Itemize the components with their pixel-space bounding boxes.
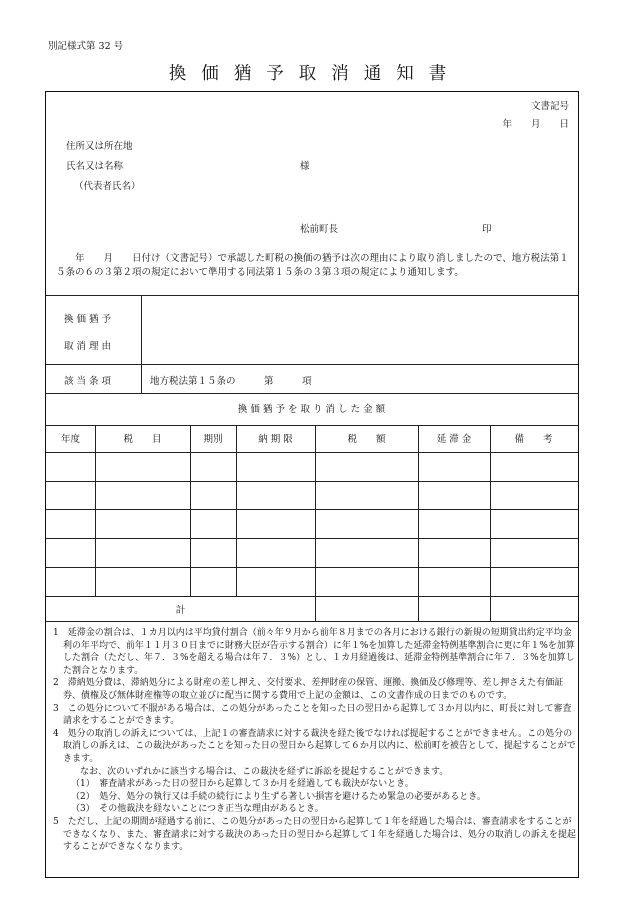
form-frame (45, 91, 579, 878)
total-label: 計 (175, 605, 186, 616)
col-header-year: 年度 (60, 434, 80, 445)
divider (46, 393, 578, 394)
document-title: 換価猶予取消通知書 (168, 64, 462, 84)
divider (490, 425, 491, 621)
table-row (46, 538, 578, 539)
note-item: 3 この処分について不服がある場合は、この処分があったことを知った日の翌日から起算して３か月以内に、町長に対して審査請求をすることができます。 (53, 703, 572, 727)
date-field: 年 月 日 (502, 119, 569, 130)
address-label: 住所又は所在地 (66, 141, 133, 152)
reason-label-line2: 取 消 理 由 (64, 341, 112, 352)
divider (141, 295, 142, 393)
divider (46, 295, 578, 296)
note-item: 5 ただし、上記の期間が経過する前に、この処分があった日の翌日から起算して１年を経過した場合は、審査請求をすることができなくなり、また、審査請求に対する裁決のあった日の翌日から起算して１年を経過した場合は、処分の取消しの訴えを提起することができなくなります。 (53, 816, 576, 853)
article-value: 地方税法第１５条の 第 項 (150, 376, 312, 387)
col-header-remarks: 備 考 (514, 434, 553, 445)
divider (190, 425, 191, 596)
note-subitem: なお、次のいずれかに該当する場合は、この裁決を経ずに訴訟を提起することができます。 (71, 766, 449, 777)
divider (46, 621, 578, 622)
divider (46, 425, 578, 426)
divider (236, 425, 237, 596)
divider (418, 425, 419, 621)
notification-body-text: 年 月 日付け（文書記号）で承認した町税の換価の猶予は次の理由により取り消しましたので、地方税法第１５条の６の３第２項の規定において準用する同法第１５条の３第３項の規定により通知します。 (56, 253, 569, 278)
divider (46, 364, 578, 365)
amount-section-title: 換 価 猶 予 を 取 り 消 し た 金 額 (237, 404, 386, 415)
table-row (46, 509, 578, 510)
note-subitem: （1） 審査請求があった日の翌日から起算して３か月を経過しても裁決がないとき。 (71, 779, 414, 790)
table-row (46, 481, 578, 482)
sender-name: 松前町長 (300, 224, 339, 235)
note-item: 1 延滞金の割合は、１カ月以内は平均貸付割合（前々年９月から前年８月までの各月における銀行の新規の短期貸出約定平均金利の年平均で、前年１１月３０日までに財務大臣が告示する割合）に年１%を加算した延滞金特例基準割合に更に年１%を加算した割合（ただし、年７．３%を超える場合は年７．３%）とし、１カ月経過後は、延滞金特例基準割合に年７．３%を加算した割合となります。 (53, 628, 575, 676)
col-header-tax-item: 税 目 (123, 434, 162, 445)
col-header-period: 期別 (203, 434, 223, 445)
document-number-label: 文書記号 (530, 101, 569, 112)
divider (315, 425, 316, 621)
note-item: 2 滞納処分費は、滞納処分による財産の差し押え、交付要求、差押財産の保管、運搬、換価及び修理等、差し押さえた有価証券、債権及び無体財産権等の取立並びに配当に関する費用で上記の金額は、この文書作成の日までのものです。 (53, 678, 564, 701)
table-row (46, 596, 578, 597)
col-header-late-fee: 延 滞 金 (436, 434, 472, 445)
seal-mark: 印 (482, 224, 492, 235)
note-subitem: （2） 処分、処分の執行又は手続の続行により生ずる著しい損害を避けるため緊急の必要があるとき。 (71, 791, 486, 802)
honorific-sama: 様 (300, 161, 310, 172)
article-label: 該 当 条 項 (64, 376, 112, 387)
divider (46, 452, 578, 453)
note-subitem: （3） その他裁決を経ないことにつき正当な理由があるとき。 (71, 804, 324, 815)
representative-label: （代表者氏名） (74, 181, 141, 192)
notes-section (53, 627, 576, 854)
form-number-label: 別記様式第 32 号 (48, 41, 124, 52)
col-header-due-date: 納 期 限 (258, 434, 293, 445)
name-label: 氏名又は名称 (66, 161, 124, 172)
note-item: 4 処分の取消しの訴えについては、上記１の審査請求に対する裁決を経た後でなければ提起することができません。この処分の取消しの訴えは、この裁決があったことを知った日の翌日から起算して６か月以内に、松前町を被告として、提起することができます。 (53, 728, 576, 764)
reason-label-line1: 換 価 猶 予 (64, 314, 112, 325)
table-row (46, 567, 578, 568)
col-header-tax-amount: 税 額 (347, 434, 386, 445)
divider (95, 425, 96, 596)
